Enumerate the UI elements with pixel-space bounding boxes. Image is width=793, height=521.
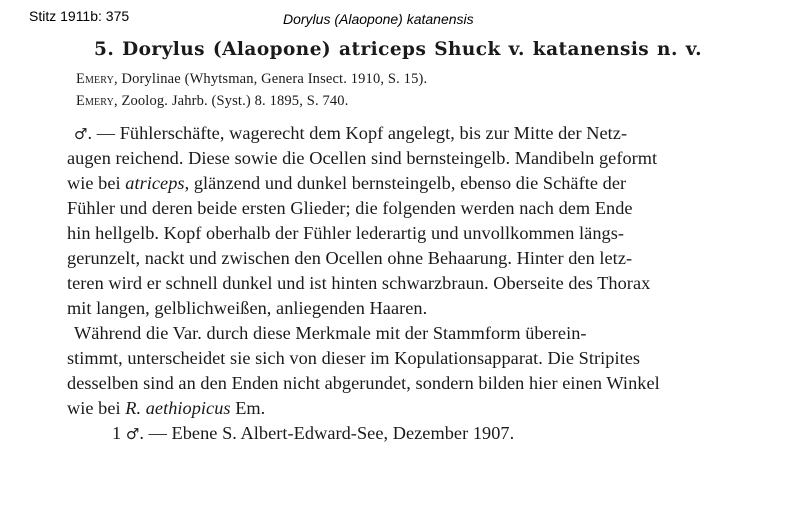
male-symbol: ♂ [74, 125, 88, 143]
description-line-7: teren wird er schnell dunkel und ist hinten schwarzbraun. Oberseite des Thorax [67, 273, 651, 293]
comparison-line-4-post: Em. [230, 398, 266, 418]
male-symbol: ♂ [125, 425, 140, 443]
description-line-8: mit langen, gelblichweißen, anliegenden Haaren. [67, 298, 428, 318]
reference-1 [76, 71, 427, 88]
description-line-6: gerunzelt, nackt und zwischen den Ocellen ohne Behaarung. Hinter den letz- [67, 248, 633, 268]
description-line-3-post: , glänzend und dunkel bernsteingelb, ebenso die Schäfte der [184, 173, 627, 193]
reference-1-author: Emery [76, 71, 114, 87]
description-line-3 [67, 173, 626, 194]
reference-1-text: , Dorylinae (Whytsman, Genera Insect. 1910, S. 15). [113, 71, 428, 87]
description-line-4: Fühler und deren beide ersten Glieder; die folgenden werden nach dem Ende [67, 198, 633, 218]
comparison-line-2: stimmt, unterscheidet sie sich von dieser im Kopulationsapparat. Die Stripites [67, 348, 641, 368]
description-line-3-italic: atriceps [125, 173, 185, 193]
material-text: . — Ebene S. Albert-Edward-See, Dezember 1907. [139, 423, 515, 443]
description-line-1-text: . — Fühlerschäfte, wagerecht dem Kopf angelegt, bis zur Mitte der Netz- [87, 123, 628, 143]
taxon-label: Dorylus (Alaopone) katanensis [283, 11, 474, 27]
description-line-2: augen reichend. Diese sowie die Ocellen sind bernsteingelb. Mandibeln geformt [67, 148, 658, 168]
description-line-1 [74, 123, 627, 144]
reference-2-text: , Zoolog. Jahrb. (Syst.) 8. 1895, S. 740. [113, 93, 349, 109]
comparison-line-3: desselben sind an den Enden nicht abgerundet, sondern bilden hier einen Winkel [67, 373, 660, 393]
comparison-line-4-pre: wie bei [67, 398, 126, 418]
description-line-3-pre: wie bei [67, 173, 126, 193]
comparison-line-4 [67, 398, 265, 419]
citation-label: Stitz 1911b: 375 [29, 8, 130, 24]
description-line-5: hin hellgelb. Kopf oberhalb der Fühler lederartig und unvollkommen längs- [67, 223, 625, 243]
reference-2 [76, 93, 348, 110]
specimen-count: 1 [112, 423, 122, 443]
reference-2-author: Emery [76, 93, 114, 109]
species-title: 5. Dorylus (Alaopone) atriceps Shuck v. katanensis n. v. [94, 39, 702, 60]
comparison-line-1: Während die Var. durch diese Merkmale mit der Stammform überein- [74, 323, 587, 343]
comparison-line-4-italic: R. aethiopicus [125, 398, 231, 418]
material-line [112, 423, 514, 444]
